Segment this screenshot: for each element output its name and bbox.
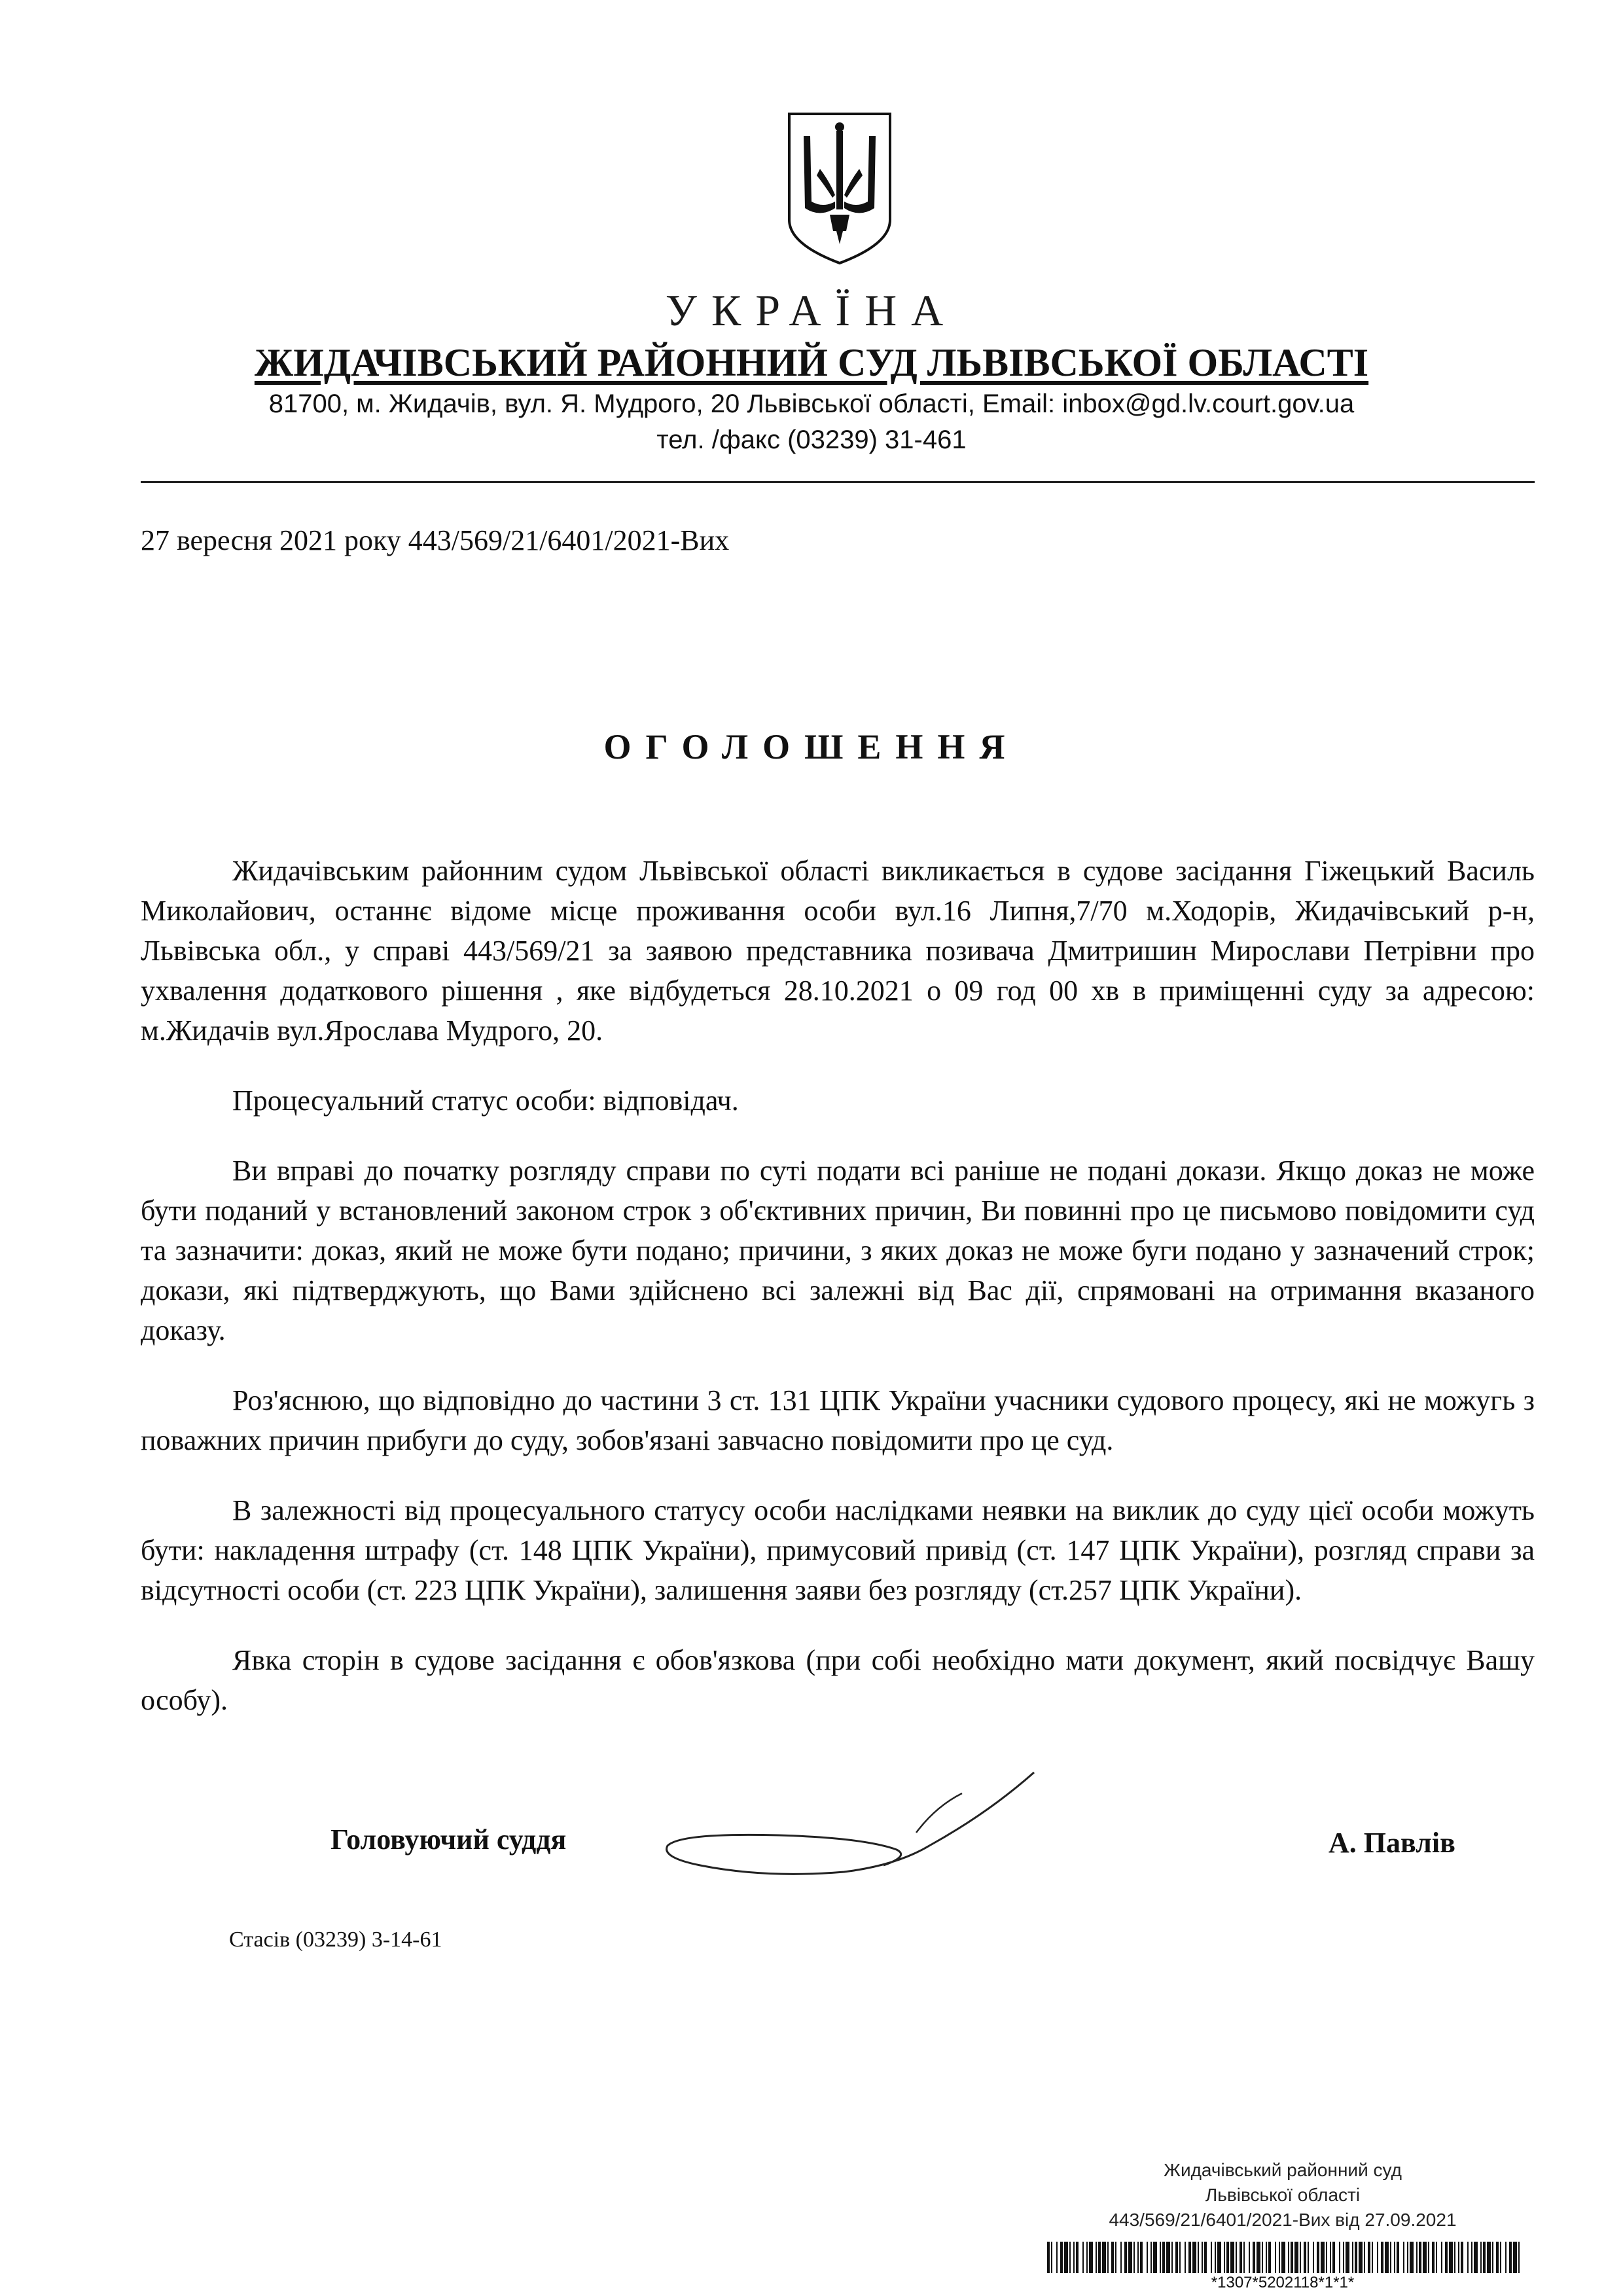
- barcode-bar: [1321, 2242, 1325, 2273]
- barcode-bar: [1381, 2242, 1383, 2273]
- barcode-bar: [1474, 2242, 1478, 2273]
- barcode-bar: [1397, 2242, 1399, 2273]
- barcode-bar: [1137, 2242, 1139, 2273]
- header-divider: [141, 481, 1535, 483]
- barcode-bar: [1416, 2242, 1418, 2273]
- barcode-bar: [1185, 2242, 1186, 2273]
- barcode-bar: [1467, 2242, 1469, 2273]
- barcode-bar: [1359, 2242, 1363, 2273]
- barcode-bar: [1436, 2242, 1437, 2273]
- court-name: ЖИДАЧІВСЬКИЙ РАЙОННИЙ СУД ЛЬВІВСЬКОЇ ОБЛАСТІ: [254, 341, 1369, 384]
- barcode-bar: [1171, 2242, 1173, 2273]
- barcode-bar: [1281, 2242, 1285, 2273]
- barcode-bar: [1346, 2242, 1349, 2273]
- barcode-bar: [1355, 2242, 1357, 2273]
- paragraph: Явка сторін в судове засідання є обов'язкова (при собі необхідно мати документ, який посвідчує Вашу особу).: [141, 1644, 1535, 1716]
- barcode-bar: [1160, 2242, 1161, 2273]
- barcode-bar: [1133, 2242, 1135, 2273]
- signer-role: Головуючий суддя: [330, 1823, 567, 1856]
- barcode-bar: [1352, 2242, 1353, 2273]
- barcode-bar: [1215, 2242, 1216, 2273]
- barcode-bar: [1150, 2242, 1152, 2273]
- barcode-bar: [1202, 2242, 1203, 2273]
- paragraph: Жидачівським районним судом Львівської області викликається в судове засідання Гіжецький Василь Миколайович, останнє відоме місце проживання особи вул.16 Липня,7/70 м.Ходорів, Жидачівський р-н, Львівська обл., у справі 443/569/21 за заявою представника позивача Дмитришин Мирослави Петрівни про ухвалення додаткового рішення , яке відбудеться 28.10.2021 о 09 год 00 хв в приміщенні суду за адресою: м.Жидачів вул.Ярослава Мудрого, 20.: [141, 855, 1535, 1047]
- barcode-bar: [1243, 2242, 1245, 2273]
- barcode-bar: [1339, 2242, 1340, 2273]
- barcode-bar: [1060, 2242, 1063, 2273]
- barcode-bar: [1175, 2242, 1178, 2273]
- barcode-bar: [1279, 2242, 1280, 2273]
- barcode-bar: [1377, 2242, 1378, 2273]
- barcode-bar: [1086, 2242, 1088, 2273]
- barcode-bar: [1056, 2242, 1058, 2273]
- barcode-bar: [1288, 2242, 1289, 2273]
- barcode-bar: [1461, 2242, 1463, 2273]
- barcode-bar: [1300, 2242, 1301, 2273]
- barcode-bar: [1454, 2242, 1455, 2273]
- barcode-bar: [1385, 2242, 1389, 2273]
- barcode: [1047, 2242, 1522, 2273]
- barcode-bar: [1368, 2242, 1370, 2273]
- coat-of-arms-icon: [784, 110, 895, 267]
- barcode-bar: [1266, 2242, 1267, 2273]
- barcode-bar: [1449, 2242, 1453, 2273]
- barcode-bar: [1098, 2242, 1101, 2273]
- barcode-bar: [1188, 2242, 1191, 2273]
- handwritten-signature: [648, 1767, 1054, 1885]
- barcode-bar: [1513, 2242, 1517, 2273]
- stamp-region: Львівської області: [1205, 2185, 1361, 2205]
- barcode-bar: [1162, 2242, 1165, 2273]
- barcode-bar: [1204, 2242, 1207, 2273]
- court-address: 81700, м. Жидачів, вул. Я. Мудрого, 20 Львівської області, Email: inbox@gd.lv.court.gov.ua: [268, 389, 1355, 418]
- barcode-bar: [1111, 2242, 1114, 2273]
- barcode-bar: [1230, 2242, 1234, 2273]
- barcode-bar: [1308, 2242, 1309, 2273]
- barcode-bar: [1313, 2242, 1314, 2273]
- barcode-bar: [1217, 2242, 1221, 2273]
- barcode-bar: [1064, 2242, 1068, 2273]
- barcode-bar: [1432, 2242, 1435, 2273]
- barcode-bar: [1419, 2242, 1421, 2273]
- barcode-bar: [1262, 2242, 1263, 2273]
- barcode-bar: [1115, 2242, 1116, 2273]
- stamp-reg-number: 443/569/21/6401/2021-Вих від 27.09.2021: [1109, 2210, 1457, 2230]
- barcode-bar: [1390, 2242, 1391, 2273]
- barcode-bar: [1096, 2242, 1097, 2273]
- barcode-bar: [1518, 2242, 1520, 2273]
- barcode-bar: [1240, 2242, 1242, 2273]
- barcode-bar: [1471, 2242, 1472, 2273]
- barcode-bar: [1403, 2242, 1404, 2273]
- barcode-bar: [1294, 2242, 1298, 2273]
- barcode-bar: [1253, 2242, 1255, 2273]
- barcode-bar: [1492, 2242, 1493, 2273]
- outgoing-number: 27 вересня 2021 року 443/569/21/6401/2021-Вих: [141, 524, 730, 556]
- barcode-bar: [1107, 2242, 1109, 2273]
- barcode-bar: [1364, 2242, 1365, 2273]
- barcode-bar: [1198, 2242, 1199, 2273]
- court-phone: тел. /факс (03239) 31-461: [656, 425, 967, 454]
- barcode-bar: [1128, 2242, 1132, 2273]
- barcode-bar: [1147, 2242, 1148, 2273]
- document-title: ОГОЛОШЕННЯ: [603, 727, 1020, 766]
- paragraph: Роз'яснюю, що відповідно до частини 3 ст. 131 ЦПК України учасники судового процесу, які не можугь з поважних причин прибуги до суду, зобов'язані завчасно повідомити про це суд.: [141, 1384, 1535, 1456]
- barcode-bar: [1483, 2242, 1486, 2273]
- barcode-bar: [1496, 2242, 1499, 2273]
- barcode-bar: [1124, 2242, 1127, 2273]
- barcode-bar: [1140, 2242, 1143, 2273]
- barcode-bar: [1069, 2242, 1071, 2273]
- barcode-bar: [1249, 2242, 1250, 2273]
- barcode-bar: [1211, 2242, 1212, 2273]
- barcode-bar: [1500, 2242, 1501, 2273]
- barcode-bar: [1326, 2242, 1327, 2273]
- barcode-bar: [1073, 2242, 1075, 2273]
- barcode-bar: [1372, 2242, 1373, 2273]
- barcode-bar: [1423, 2242, 1427, 2273]
- barcode-bar: [1480, 2242, 1482, 2273]
- barcode-bar: [1304, 2242, 1306, 2273]
- barcode-bar: [1505, 2242, 1507, 2273]
- barcode-bar: [1268, 2242, 1271, 2273]
- barcode-bar: [1410, 2242, 1414, 2273]
- barcode-bar: [1120, 2242, 1122, 2273]
- barcode-bar: [1487, 2242, 1491, 2273]
- barcode-bar: [1445, 2242, 1448, 2273]
- barcode-bar: [1192, 2242, 1196, 2273]
- barcode-bar: [1257, 2242, 1260, 2273]
- barcode-bar: [1275, 2242, 1276, 2273]
- barcode-bar: [1509, 2242, 1512, 2273]
- barcode-bar: [1332, 2242, 1335, 2273]
- barcode-bar: [1166, 2242, 1170, 2273]
- barcode-bar: [1047, 2242, 1050, 2273]
- barcode-bar: [1458, 2242, 1459, 2273]
- barcode-bar: [1343, 2242, 1344, 2273]
- signer-name: А. Павлів: [1329, 1827, 1455, 1859]
- stamp-court: Жидачівський районний суд: [1164, 2160, 1402, 2180]
- barcode-bar: [1082, 2242, 1084, 2273]
- barcode-bar: [1051, 2242, 1052, 2273]
- barcode-bar: [1428, 2242, 1429, 2273]
- barcode-bar: [1089, 2242, 1093, 2273]
- document-body: [141, 851, 1535, 1750]
- barcode-bar: [1330, 2242, 1331, 2273]
- barcode-bar: [1394, 2242, 1395, 2273]
- paragraph: Ви вправі до початку розгляду справи по суті подати всі раніше не подані докази. Якщо доказ не може бути поданий у встановлений законом строк з об'єктивних причин, Ви повинні про це письмово повідомити суд та зазначити: доказ, який не може бути подано; причини, з яких доказ не може буги подано у зазначений строк; докази, які підтверджують, що Вами здійснено всі залежні від Вас дії, спрямовані на отримання вказаного доказу.: [141, 1155, 1535, 1346]
- barcode-bar: [1407, 2242, 1408, 2273]
- barcode-bar: [1076, 2242, 1079, 2273]
- barcode-bar: [1102, 2242, 1106, 2273]
- barcode-number: *1307*5202118*1*1*: [1211, 2274, 1355, 2291]
- paragraph: Процесуальний статус особи: відповідач.: [232, 1085, 739, 1117]
- barcode-bar: [1224, 2242, 1225, 2273]
- barcode-bar: [1441, 2242, 1442, 2273]
- barcode-bar: [1179, 2242, 1181, 2273]
- paragraph: В залежності від процесуального статусу особи наслідками неявки на виклик до суду цієї особи можуть бути: накладення штрафу (ст. 148 ЦПК України), примусовий привід (ст. 147 ЦПК України), розгляд справи за відсутності особи (ст. 223 ЦПК України), залишення заяви без розгляду (ст.257 ЦПК України).: [141, 1494, 1535, 1606]
- barcode-bar: [1226, 2242, 1229, 2273]
- country-name: УКРАЇНА: [665, 285, 958, 335]
- barcode-bar: [1291, 2242, 1293, 2273]
- barcode-bar: [1317, 2242, 1319, 2273]
- barcode-bar: [1236, 2242, 1237, 2273]
- barcode-bar: [1153, 2242, 1157, 2273]
- executor-contact: Стасів (03239) 3-14-61: [229, 1928, 442, 1952]
